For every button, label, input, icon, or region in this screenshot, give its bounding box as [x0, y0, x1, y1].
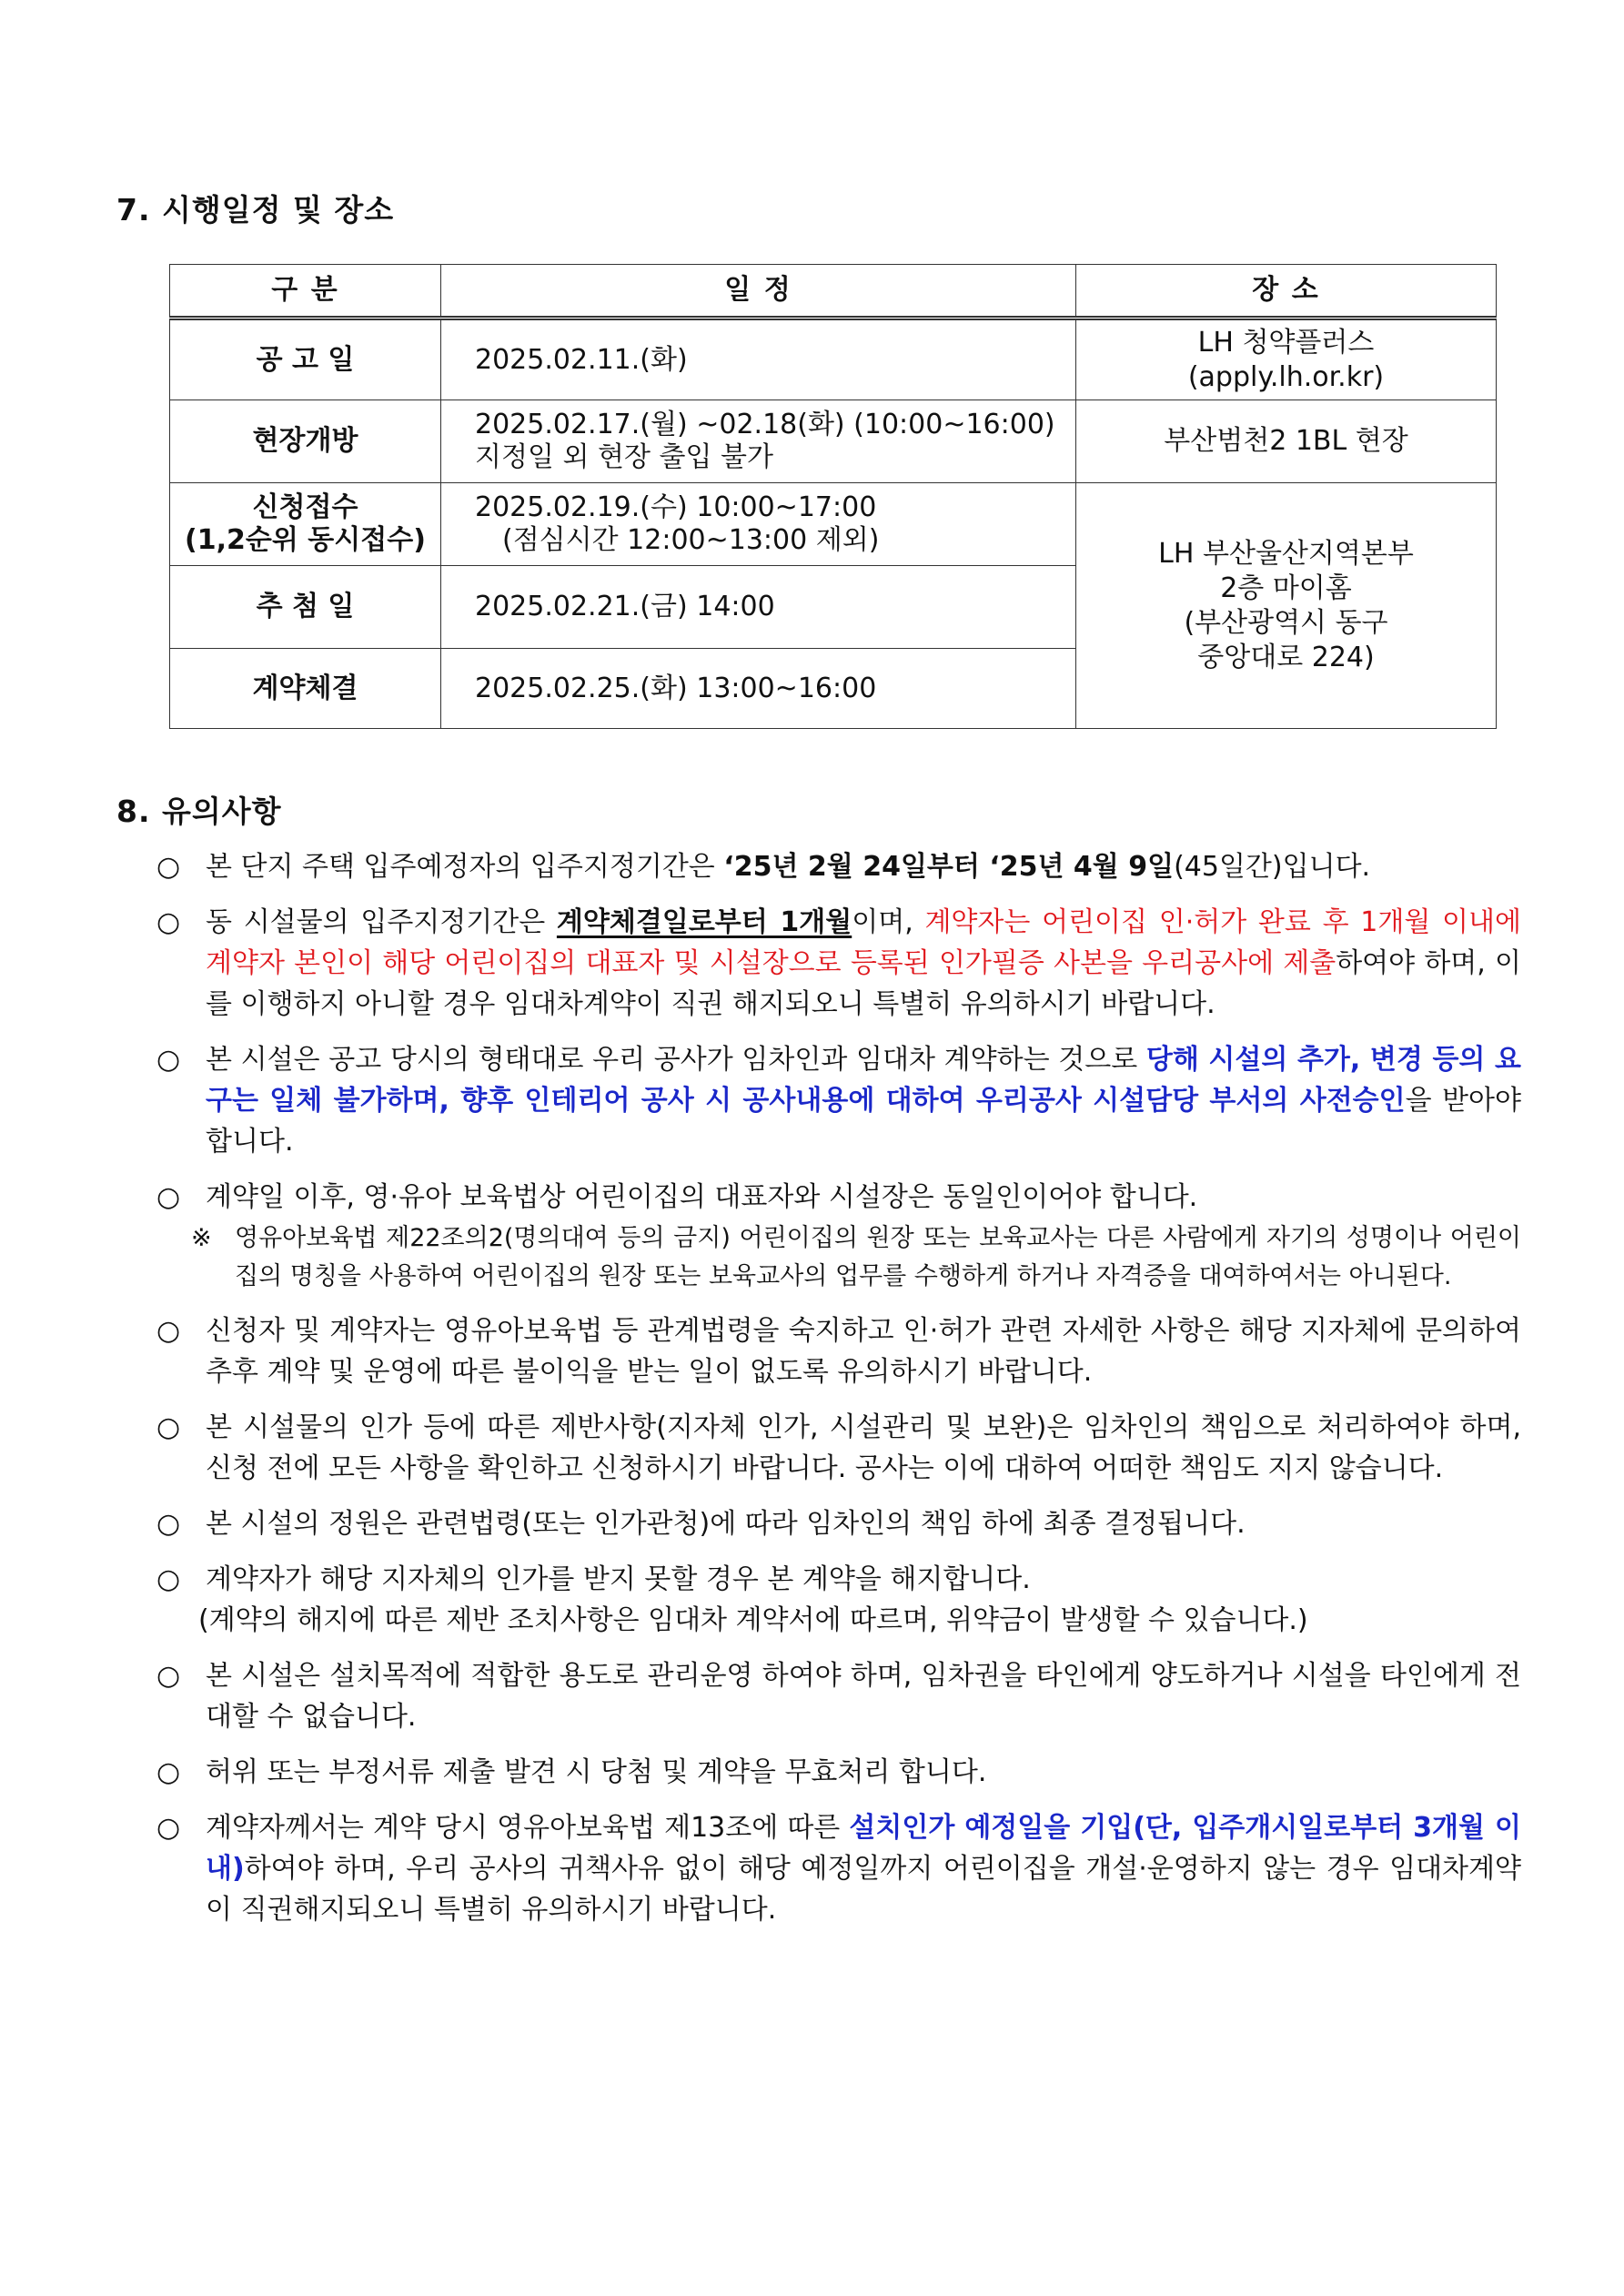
- place-line: LH 청약플러스: [1197, 326, 1375, 359]
- text-run: 동 시설물의 입주지정기간은: [206, 906, 557, 938]
- note-text: 계약자가 해당 지자체의 인가를 받지 못할 경우 본 계약을 해지합니다.: [206, 1563, 1031, 1595]
- text-run: 계약자께서는 계약 당시 영유아보육법 제13조에 따른: [206, 1812, 850, 1844]
- note-subtext: (계약의 해지에 따른 제반 조치사항은 임대차 계약서에 따르며, 위약금이 발생할 수 있습니다.): [198, 1604, 1308, 1636]
- row-date: 2025.02.21.(금) 14:00: [441, 566, 1076, 649]
- list-item: [156, 1752, 1521, 1793]
- place-line: (apply.lh.or.kr): [1187, 360, 1385, 393]
- text-run: 하여야 하며, 우리 공사의 귀책사유 없이 해당 예정일까지 어린이집을 개설·운영하지 않는 경우 임대차계약이 직권해지되오니 특별히 유의하시기 바랍니다.: [206, 1853, 1521, 1926]
- bullet: ○: [156, 1756, 181, 1788]
- note-text: 본 시설물의 인가 등에 따른 제반사항(지자체 인가, 시설관리 및 보완)은 임차인의 책임으로 처리하여야 하며, 신청 전에 모든 사항을 확인하고 신청하시기 바랍니다. 공사는 이에 대하여 어떠한 책임도 지지 않습니다.: [206, 1411, 1521, 1484]
- bullet: ○: [156, 851, 181, 883]
- row-date-note: (점심시간 12:00~13:00 제외): [502, 524, 880, 556]
- row-date: 2025.02.25.(화) 13:00~16:00: [441, 649, 1076, 729]
- blue-bold-text: 설치인가 예정일을 기입(단, 입주개시일로부터 3개월 이내): [206, 1812, 1521, 1885]
- place-line: 중앙대로 224): [1197, 641, 1375, 673]
- bullet: ○: [156, 1044, 181, 1076]
- header-category: 구 분: [170, 265, 441, 319]
- table-header-row: [170, 265, 1497, 319]
- note-text: 본 시설의 정원은 관련법령(또는 인가관청)에 따라 임차인의 책임 하에 최종 결정됩니다.: [206, 1508, 1246, 1540]
- note-text: [156, 902, 1521, 1025]
- bullet: ○: [156, 1812, 181, 1844]
- row-label: 현장개방: [170, 400, 441, 483]
- row-label: 추 첨 일: [170, 566, 441, 649]
- bullet: ○: [156, 1660, 181, 1692]
- place-cell: [1076, 319, 1497, 400]
- row-label: 계약체결: [170, 649, 441, 729]
- text-run: 이며,: [852, 906, 925, 938]
- list-item: [156, 1407, 1521, 1489]
- text-run: (45일간)입니다.: [1174, 851, 1371, 883]
- list-item: [156, 902, 1521, 1025]
- bullet: ○: [156, 1508, 181, 1540]
- row-date-note: 지정일 외 현장 출입 불가: [475, 441, 773, 473]
- list-item: [156, 846, 1521, 887]
- list-item: [156, 1807, 1521, 1930]
- row-label-cell: [170, 483, 441, 566]
- note-text: 허위 또는 부정서류 제출 발견 시 당첨 및 계약을 무효처리 합니다.: [206, 1756, 987, 1788]
- place-line: 2층 마이홈: [1220, 571, 1352, 604]
- list-item: [156, 1655, 1521, 1737]
- bullet: ○: [156, 1411, 181, 1443]
- note-text: 계약일 이후, 영·유아 보육법상 어린이집의 대표자와 시설장은 동일인이어야 합니다.: [206, 1181, 1198, 1213]
- row-label: 신청접수: [252, 491, 358, 523]
- list-item: [156, 1503, 1521, 1544]
- bullet: ○: [156, 1181, 181, 1213]
- header-place: 장 소: [1076, 265, 1497, 319]
- bullet: ○: [156, 1315, 181, 1347]
- red-text: 계약자는 어린이집 인·허가 완료 후 1개월 이내에 계약자 본인이 해당 어린이집의 대표자 및 시설장으로 등록된 인가필증 사본을 우리공사에 제출: [206, 906, 1521, 979]
- reference-note: [156, 1219, 1521, 1296]
- list-item: [156, 1039, 1521, 1162]
- row-date-cell: [441, 400, 1076, 483]
- table-row: [170, 319, 1497, 400]
- table-row: [170, 400, 1497, 483]
- bullet: ○: [156, 906, 181, 938]
- place-cell: 부산범천2 1BL 현장: [1076, 400, 1497, 483]
- text-run: 본 단지 주택 입주예정자의 입주지정기간은: [206, 851, 724, 883]
- blue-bold-text: 당해 시설의 추가, 변경 등의 요구는 일체 불가하며, 향후 인테리어 공사 시 공사내용에 대하여 우리공사 시설담당 부서의 사전승인: [206, 1044, 1521, 1117]
- notes-list: [156, 846, 1521, 1930]
- bold-underlined-text: 계약체결일로부터 1개월: [556, 906, 852, 938]
- row-label-note: (1,2순위 동시접수): [185, 524, 426, 556]
- schedule-table: [169, 264, 1497, 729]
- note-text: 본 시설은 설치목적에 적합한 용도로 관리운영 하여야 하며, 임차권을 타인에게 양도하거나 시설을 타인에게 전대할 수 없습니다.: [206, 1660, 1521, 1733]
- text-run: 하여야 하며, 이를 이행하지 아니할 경우 임대차계약이 직권 해지되오니 특별히 유의하시기 바랍니다.: [206, 947, 1521, 1020]
- section-7-title: 7. 시행일정 및 장소: [116, 192, 395, 228]
- list-item: [156, 1559, 1521, 1641]
- text-run: 을 받아야 합니다.: [206, 1085, 1521, 1158]
- row-date: 2025.02.11.(화): [441, 319, 1076, 400]
- header-schedule: 일 정: [441, 265, 1076, 319]
- reference-text: 영유아보육법 제22조의2(명의대여 등의 금지) 어린이집의 원장 또는 보육교사는 다른 사람에게 자기의 성명이나 어린이집의 명칭을 사용하여 어린이집의 원장 또는 보육교사의 업무를 수행하게 하거나 자격증을 대여하여서는 아니된다.: [235, 1224, 1521, 1290]
- list-item: [156, 1177, 1521, 1218]
- place-line: LH 부산울산지역본부: [1158, 537, 1414, 570]
- note-text: 신청자 및 계약자는 영유아보육법 등 관계법령을 숙지하고 인·허가 관련 자세한 사항은 해당 지자체에 문의하여 추후 계약 및 운영에 따른 불이익을 받는 일이 없도록 유의하시기 바랍니다.: [206, 1315, 1521, 1388]
- note-text: [156, 846, 1521, 887]
- note-text: [156, 1807, 1521, 1930]
- bold-text: ‘25년 2월 24일부터 ‘25년 4월 9일: [723, 851, 1175, 883]
- place-line: (부산광역시 동구: [1184, 606, 1388, 639]
- row-label: 공 고 일: [170, 319, 441, 400]
- place-cell: [1076, 483, 1497, 729]
- bullet: ○: [156, 1563, 181, 1595]
- note-text: [156, 1039, 1521, 1162]
- list-item: [156, 1310, 1521, 1392]
- reference-mark: ※: [191, 1224, 212, 1252]
- row-date-cell: [441, 483, 1076, 566]
- table-row: [170, 483, 1497, 566]
- text-run: 본 시설은 공고 당시의 형태대로 우리 공사가 임차인과 임대차 계약하는 것으로: [206, 1044, 1146, 1076]
- section-8-title: 8. 유의사항: [116, 794, 282, 829]
- row-date: 2025.02.17.(월) ~02.18(화) (10:00~16:00): [475, 409, 1055, 440]
- row-date: 2025.02.19.(수) 10:00~17:00: [475, 491, 877, 523]
